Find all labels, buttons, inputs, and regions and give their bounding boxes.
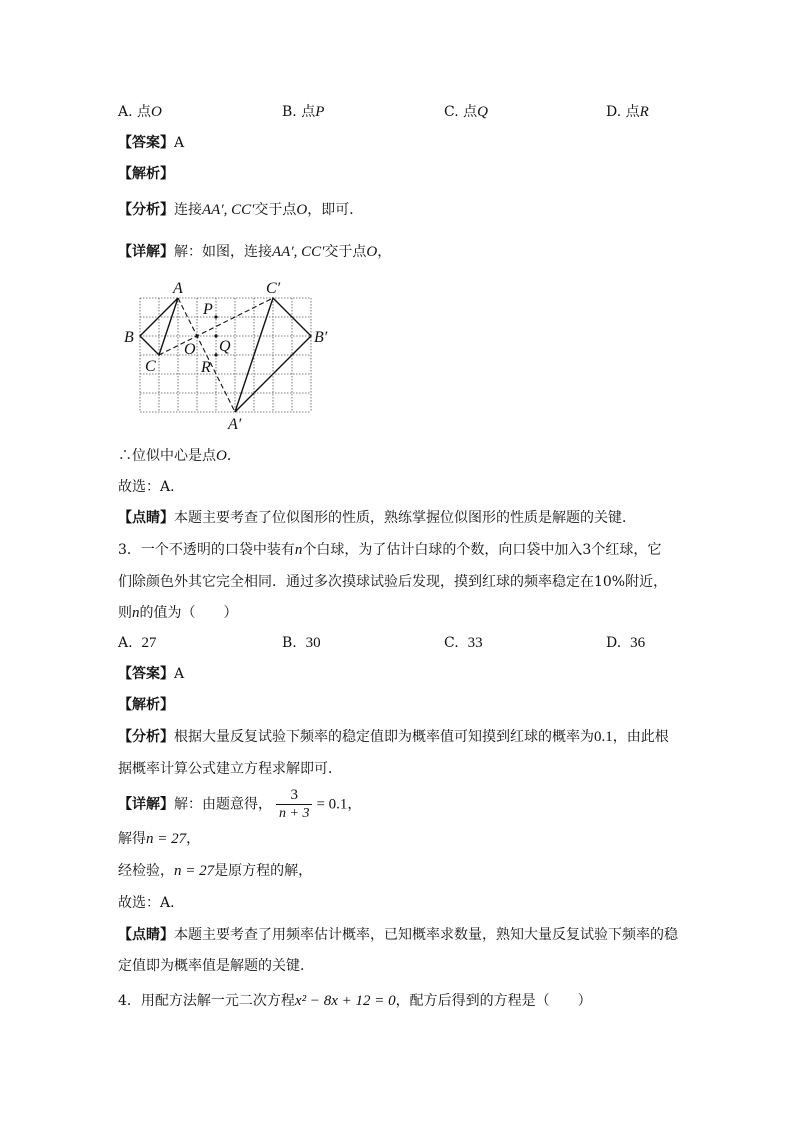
q3-option-a: A. 27 (118, 635, 157, 651)
q2-choose: 故选：A． (118, 479, 185, 495)
label-o: O (184, 341, 196, 358)
q3-choose: 故选：A． (118, 895, 185, 911)
q2-option-b: B. 点P (282, 104, 325, 120)
q3-analysis-line2: 据概率计算公式建立方程求解即可． (118, 761, 342, 777)
q3-detailed-solution: 【详解】解：由题意得， $\frac{3}{n + 3}$ = 0.1， (118, 787, 362, 821)
q2-answer: 【答案】A (118, 135, 185, 151)
q3-solve: 解得n = 27， (118, 831, 201, 847)
q3-answer: 【答案】A (118, 666, 185, 682)
label-c: C (145, 358, 156, 375)
q2-jiexi-heading: 【解析】 (118, 166, 174, 182)
q3-comment-line2: 定值即为概率值是解题的关键． (118, 958, 314, 974)
q3-check: 经检验，n = 27是原方程的解， (118, 863, 313, 879)
q3-option-c: C. 33 (444, 635, 483, 651)
q3-comment-line1: 【点睛】本题主要考查了用频率估计概率，已知概率求数量，熟知大量反复试验下频率的稳 (118, 927, 678, 943)
label-a: A (173, 280, 183, 297)
q3-option-b: B. 30 (282, 635, 321, 651)
label-b: B (124, 329, 134, 346)
label-b-prime: B′ (314, 329, 328, 346)
label-a-prime: A′ (228, 416, 242, 433)
q2-detailed-solution: 【详解】解：如图，连接AA′, CC′交于点O， (118, 244, 392, 260)
q2-comment: 【点睛】本题主要考查了位似图形的性质，熟练掌握位似图形的性质是解题的关键． (118, 510, 636, 526)
q3-option-d: D. 36 (606, 635, 646, 651)
label-p: P (203, 301, 213, 318)
fraction: $\frac{3}{n + 3}$ (276, 786, 312, 823)
q2-conclusion: ∴位似中心是点O． (118, 448, 241, 464)
q2-option-c: C. 点Q (444, 104, 488, 120)
q4-stem: 4．用配方法解一元二次方程x² − 8x + 12 = 0，配方后得到的方程是（ ） (118, 993, 592, 1009)
q2-analysis: 【分析】连接AA′, CC′交于点O，即可． (118, 202, 364, 218)
homothety-figure (118, 274, 340, 436)
q3-analysis-line1: 【分析】根据大量反复试验下频率的稳定值即为概率值可知摸到红球的概率为0.1，由此根 (118, 729, 669, 745)
label-c-prime: C′ (266, 280, 281, 297)
label-q: Q (219, 338, 231, 355)
grid-dotted-lines (140, 298, 311, 412)
q3-stem-line2: 们除颜色外其它完全相同．通过多次摸球试验后发现，摸到红球的频率稳定在10%附近， (118, 574, 668, 590)
q3-stem-line3: 则n的值为（ ） (118, 605, 238, 621)
label-r: R (201, 359, 211, 376)
q3-stem-line1: 3．一个不透明的口袋中装有n个白球，为了估计白球的个数，向口袋中加入3个红球，它 (118, 542, 662, 558)
q2-option-a: A. 点O (118, 104, 162, 120)
q2-option-d: D. 点R (606, 104, 649, 120)
q3-jiexi-heading: 【解析】 (118, 697, 174, 713)
